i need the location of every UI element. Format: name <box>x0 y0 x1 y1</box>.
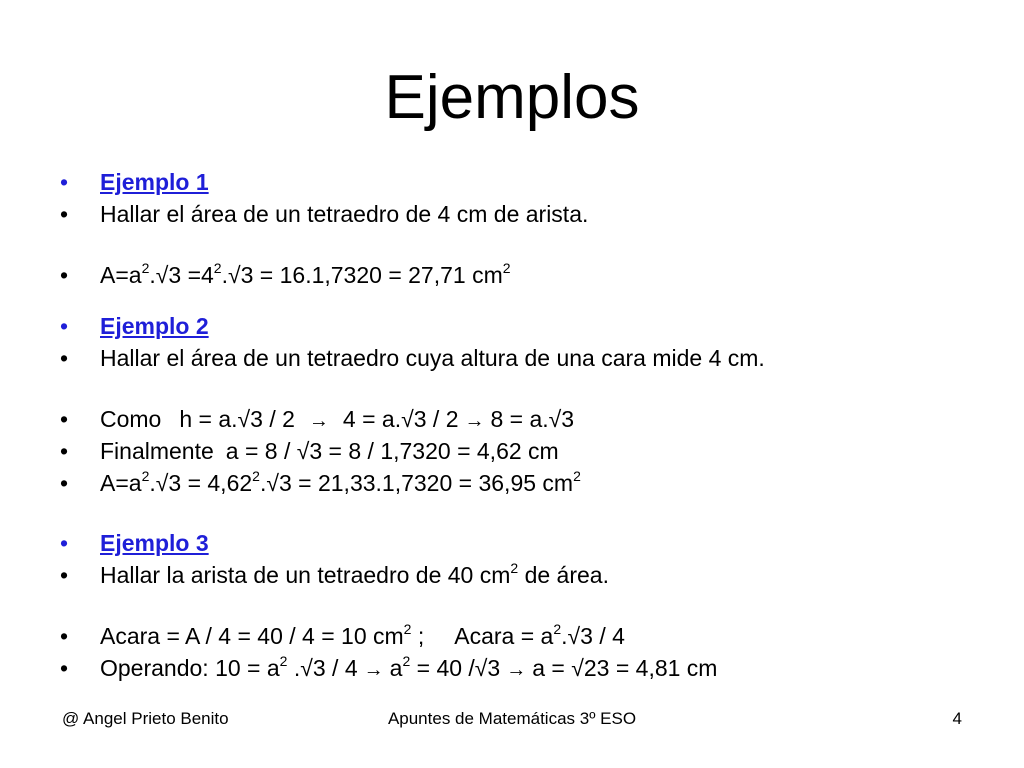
bullet: • <box>60 262 69 288</box>
example-2-step-2: Finalmente a = 8 / √3 = 8 / 1,7320 = 4,62 cm <box>100 438 559 464</box>
example-2-statement: Hallar el área de un tetraedro cuya altura de una cara mide 4 cm. <box>100 345 765 371</box>
example-1-formula: $A=a^2.√3 =4^2.√3 = 16.1,7320 = 27,71$ $cm^2$ <box>100 260 511 288</box>
bullet: • <box>60 201 69 227</box>
example-2-step-1: Como h = a.√3 / 2 → 4 = a.√3 / 2 → 8 = a.√3 <box>100 406 575 432</box>
slide-title: Ejemplos <box>384 63 640 132</box>
bullet: • <box>60 438 69 464</box>
bullet: • <box>60 313 69 339</box>
bullet: • <box>60 530 69 556</box>
right-arrow-icon: → <box>464 410 485 432</box>
footer-page-number: 4 <box>952 709 962 728</box>
right-arrow-icon: → <box>308 410 329 432</box>
bullet: • <box>60 623 69 649</box>
example-2-step-3: $A=a^2.√3 = 4,62^2.√3 = 21,33.1,7320 = 36,95$ $cm^2$ <box>100 468 581 496</box>
example-3-link[interactable]: Ejemplo 3 <box>100 530 209 556</box>
example-1-statement: Hallar el área de un tetraedro de 4 cm de arista. <box>100 201 589 227</box>
right-arrow-icon: → <box>363 659 384 681</box>
bullet: • <box>60 169 69 195</box>
example-3-step-2: Operando: $10 = a^2$ $.√3 / 4 \to a^2 = 40$ /√3 → a = √23 = 4,81 cm <box>100 653 718 681</box>
example-3-statement: Hallar la arista de un tetraedro de 40 $cm^2$ de área. <box>100 560 609 588</box>
example-3-step-1: Acara = A / 4 = 40 / 4 = 10 $cm^2$ ; Acara = $a^2.√3 / 4$ <box>100 621 625 649</box>
footer-course: Apuntes de Matemáticas 3º ESO <box>387 709 637 728</box>
example-2-link[interactable]: Ejemplo 2 <box>100 313 209 339</box>
right-arrow-icon: → <box>506 659 527 681</box>
bullet: • <box>60 470 69 496</box>
example-1-link[interactable]: Ejemplo 1 <box>100 169 209 195</box>
bullet: • <box>60 562 69 588</box>
bullet: • <box>60 406 69 432</box>
footer-author: @ Angel Prieto Benito <box>62 709 229 728</box>
bullet: • <box>60 655 69 681</box>
bullet: • <box>60 345 69 371</box>
